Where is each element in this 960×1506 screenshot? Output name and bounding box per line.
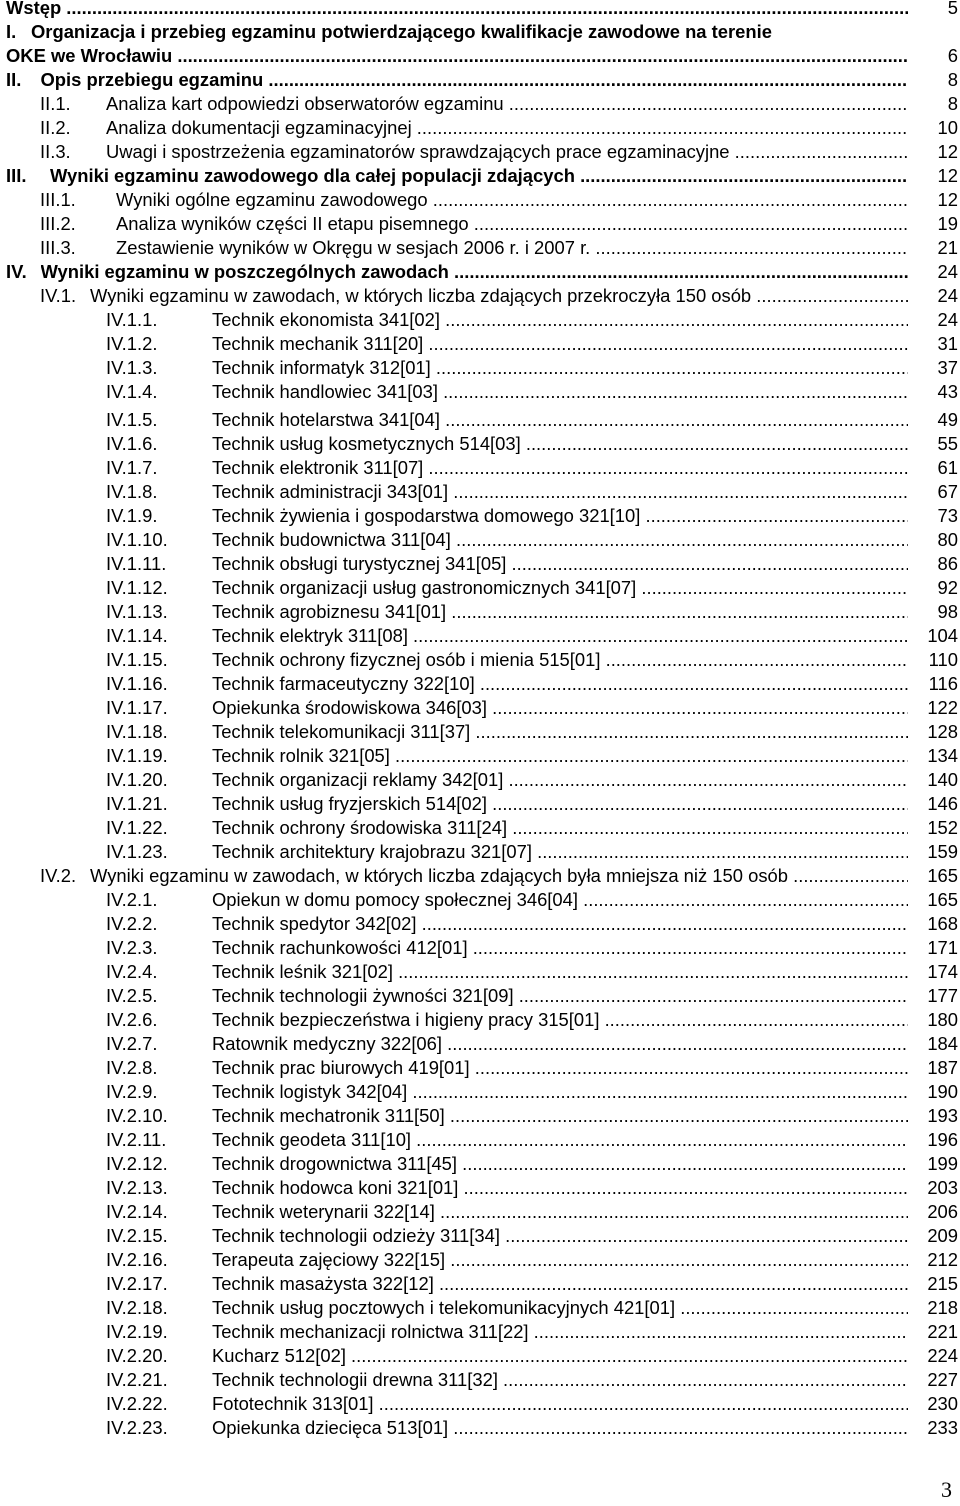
toc-entry-number: IV.2.21. xyxy=(106,1369,168,1390)
toc-entry-number: IV. xyxy=(6,261,27,282)
toc-entry-number: IV.2.3. xyxy=(106,937,158,958)
toc-entry-page: 193 xyxy=(927,1105,958,1126)
toc-entry-page: 122 xyxy=(927,697,958,718)
toc-entry-number: IV.1.4. xyxy=(106,381,158,402)
toc-entry[interactable] xyxy=(0,164,960,190)
toc-entry[interactable] xyxy=(0,1368,960,1394)
toc-entry-page: 110 xyxy=(928,649,958,670)
toc-entry-number: IV.2.9. xyxy=(106,1081,158,1102)
toc-entry[interactable] xyxy=(0,408,960,434)
toc-entry-page: 230 xyxy=(927,1393,958,1414)
toc-entry-page: 165 xyxy=(927,889,958,910)
toc-entry[interactable] xyxy=(0,1392,960,1418)
toc-entry-title: Technik mechanizacji rolnictwa 311[22] ..... xyxy=(212,1320,908,1344)
toc-entry-page: 134 xyxy=(927,745,958,766)
toc-entry-title: Technik prac biurowych 419[01] ..... xyxy=(212,1056,908,1080)
toc-entry-page: 104 xyxy=(927,625,958,646)
toc-entry-title: Technik budownictwa 311[04] ..... xyxy=(212,528,908,552)
toc-entry-title: Opis przebiegu egzaminu ..... xyxy=(41,68,909,92)
toc-entry-title: Technik technologii odzieży 311[34] ..... xyxy=(212,1224,908,1248)
toc-entry[interactable] xyxy=(0,308,960,334)
toc-entry[interactable] xyxy=(0,672,960,698)
toc-entry-number: IV.2.7. xyxy=(106,1033,158,1054)
toc-entry[interactable] xyxy=(0,720,960,746)
toc-entry[interactable] xyxy=(0,212,960,238)
toc-entry-number: IV.2.5. xyxy=(106,985,158,1006)
toc-entry[interactable] xyxy=(0,792,960,818)
toc-entry-number: IV.1.7. xyxy=(106,457,158,478)
toc-entry-page: 12 xyxy=(937,141,958,162)
toc-entry[interactable] xyxy=(0,140,960,166)
toc-entry[interactable] xyxy=(0,768,960,794)
toc-entry-title: Opiekunka dziecięca 513[01] ..... xyxy=(212,1416,908,1440)
toc-entry[interactable] xyxy=(0,188,960,214)
toc-entry-number: IV.2. xyxy=(40,865,77,886)
toc-entry-page: 98 xyxy=(937,601,958,622)
toc-entry[interactable] xyxy=(0,1056,960,1082)
toc-entry-number: IV.2.8. xyxy=(106,1057,158,1078)
toc-entry[interactable] xyxy=(0,332,960,358)
toc-entry-number: I. xyxy=(6,21,17,42)
toc-entry-page: 86 xyxy=(937,553,958,574)
toc-entry[interactable] xyxy=(0,504,960,530)
toc-entry-number: IV.2.1. xyxy=(106,889,158,910)
toc-entry-page: 92 xyxy=(937,577,958,598)
toc-entry[interactable] xyxy=(0,912,960,938)
toc-entry[interactable] xyxy=(0,116,960,142)
toc-entry-title: Kucharz 512[02] ..... xyxy=(212,1344,908,1368)
toc-entry-page: 21 xyxy=(937,237,958,258)
toc-entry-title: Technik ekonomista 341[02] ..... xyxy=(212,308,908,332)
toc-entry[interactable] xyxy=(0,236,960,262)
toc-entry-title: Technik weterynarii 322[14] ..... xyxy=(212,1200,908,1224)
toc-entry[interactable] xyxy=(0,1320,960,1346)
toc-entry-page: 209 xyxy=(927,1225,958,1246)
toc-entry-title: Analiza wyników części II etapu pisemnego ..... xyxy=(116,212,908,236)
toc-entry-title: Technik elektryk 311[08] ..... xyxy=(212,624,908,648)
toc-entry-number: III.1. xyxy=(40,189,76,210)
toc-entry-number: IV.2.23. xyxy=(106,1417,168,1438)
toc-entry-title: Technik farmaceutyczny 322[10] ..... xyxy=(212,672,908,696)
toc-entry[interactable] xyxy=(0,840,960,866)
toc-entry-number: IV.1.10. xyxy=(106,529,168,550)
toc-entry-title: Technik obsługi turystycznej 341[05] ..... xyxy=(212,552,908,576)
toc-entry[interactable] xyxy=(0,1344,960,1370)
toc-entry-title: Technik elektronik 311[07] ..... xyxy=(212,456,908,480)
toc-entry-page: 174 xyxy=(927,961,958,982)
toc-entry-title: Technik rolnik 321[05] ..... xyxy=(212,744,908,768)
toc-entry-title: Terapeuta zajęciowy 322[15] ..... xyxy=(212,1248,908,1272)
toc-entry-title: Ratownik medyczny 322[06] ..... xyxy=(212,1032,908,1056)
toc-entry-title: Zestawienie wyników w Okręgu w sesjach 2006 r. i 2007 r. ..... xyxy=(116,236,908,260)
toc-entry-number: IV.1.8. xyxy=(106,481,158,502)
toc-entry[interactable] xyxy=(0,1224,960,1250)
toc-entry-page: 128 xyxy=(927,721,958,742)
toc-entry-number: IV.2.12. xyxy=(106,1153,168,1174)
toc-entry[interactable] xyxy=(0,432,960,458)
toc-entry-number: III. xyxy=(6,165,27,186)
toc-entry-number: IV.2.4. xyxy=(106,961,158,982)
toc-entry[interactable] xyxy=(0,0,960,22)
toc-entry[interactable] xyxy=(0,960,960,986)
toc-entry-number: IV.2.20. xyxy=(106,1345,168,1366)
toc-entry[interactable] xyxy=(0,1104,960,1130)
toc-entry-number: IV.1.18. xyxy=(106,721,168,742)
toc-entry-page: 12 xyxy=(937,189,958,210)
toc-entry-page: 221 xyxy=(927,1321,958,1342)
toc-entry-title: Technik ochrony fizycznej osób i mienia 515[01] ..... xyxy=(212,648,908,672)
toc-entry[interactable] xyxy=(0,1296,960,1322)
toc-entry-number: IV.2.16. xyxy=(106,1249,168,1270)
toc-entry[interactable] xyxy=(0,936,960,962)
toc-entry-page: 184 xyxy=(927,1033,958,1054)
toc-entry[interactable] xyxy=(0,380,960,406)
toc-entry-title: Technik usług kosmetycznych 514[03] ..... xyxy=(212,432,908,456)
toc-entry-title: Fototechnik 313[01] ..... xyxy=(212,1392,908,1416)
toc-entry-number: IV.2.11. xyxy=(106,1129,167,1150)
toc-entry-page: 180 xyxy=(927,1009,958,1030)
toc-entry-number: II.1. xyxy=(40,93,71,114)
toc-entry[interactable] xyxy=(0,480,960,506)
toc-entry-page: 5 xyxy=(947,0,958,18)
toc-entry-number: IV.2.15. xyxy=(106,1225,168,1246)
toc-entry-number: IV.2.18. xyxy=(106,1297,168,1318)
toc-entry-number: IV.1.16. xyxy=(106,673,168,694)
toc-entry-title: Technik informatyk 312[01] ..... xyxy=(212,356,908,380)
toc-entry[interactable] xyxy=(0,1008,960,1034)
toc-entry-number: IV.1.22. xyxy=(106,817,168,838)
toc-entry-title: Technik ochrony środowiska 311[24] ..... xyxy=(212,816,908,840)
toc-entry-number: IV.2.22. xyxy=(106,1393,168,1414)
toc-entry-title: Opiekun w domu pomocy społecznej 346[04] ..... xyxy=(212,888,908,912)
toc-entry-number: IV.1. xyxy=(40,285,77,306)
toc-entry-page: 10 xyxy=(937,117,958,138)
toc-entry-title: Technik masażysta 322[12] ..... xyxy=(212,1272,908,1296)
toc-entry-page: 146 xyxy=(927,793,958,814)
toc-entry-title: Uwagi i spostrzeżenia egzaminatorów sprawdzających prace egzaminacyjne ..... xyxy=(106,140,908,164)
toc-entry-page: 6 xyxy=(947,45,958,66)
toc-entry[interactable] xyxy=(0,1248,960,1274)
toc-entry[interactable] xyxy=(0,648,960,674)
toc-entry-title: Technik drogownictwa 311[45] ..... xyxy=(212,1152,908,1176)
toc-entry-title: Technik usług fryzjerskich 514[02] ..... xyxy=(212,792,908,816)
toc-entry-title: Technik mechatronik 311[50] ..... xyxy=(212,1104,908,1128)
toc-entry-title: Wyniki ogólne egzaminu zawodowego ..... xyxy=(116,188,908,212)
toc-entry-number: IV.2.14. xyxy=(106,1201,168,1222)
toc-entry[interactable] xyxy=(0,92,960,118)
toc-entry-title: Technik mechanik 311[20] ..... xyxy=(212,332,908,356)
toc-entry-page: 80 xyxy=(937,529,958,550)
toc-entry-number: IV.1.23. xyxy=(106,841,168,862)
toc-entry-title: Technik technologii drewna 311[32] ..... xyxy=(212,1368,908,1392)
toc-entry[interactable] xyxy=(0,864,960,890)
toc-entry-page: 67 xyxy=(937,481,958,502)
toc-entry-page: 8 xyxy=(947,93,958,114)
toc-entry[interactable] xyxy=(0,600,960,626)
toc-entry[interactable] xyxy=(0,576,960,602)
toc-entry[interactable] xyxy=(0,456,960,482)
toc-entry-title: Organizacja i przebieg egzaminu potwierdzającego kwalifikacje zawodowe na terenie xyxy=(31,21,772,42)
toc-entry-number: IV.1.21. xyxy=(106,793,168,814)
toc-entry[interactable] xyxy=(0,356,960,382)
toc-entry-title: Wyniki egzaminu w poszczególnych zawodach ..... xyxy=(41,260,909,284)
toc-entry-number: IV.2.19. xyxy=(106,1321,168,1342)
toc-entry-page: 206 xyxy=(927,1201,958,1222)
toc-entry-title: Technik geodeta 311[10] ..... xyxy=(212,1128,908,1152)
toc-entry[interactable] xyxy=(0,888,960,914)
toc-entry-page: 190 xyxy=(927,1081,958,1102)
toc-entry-title: Wyniki egzaminu zawodowego dla całej populacji zdających ..... xyxy=(50,164,908,188)
toc-entry[interactable] xyxy=(0,528,960,554)
toc-entry[interactable] xyxy=(0,696,960,722)
toc-entry-title: Technik usług pocztowych i telekomunikacyjnych 421[01] ..... xyxy=(212,1296,908,1320)
toc-entry-number: IV.1.12. xyxy=(106,577,168,598)
toc-entry-page: 187 xyxy=(927,1057,958,1078)
toc-entry[interactable] xyxy=(0,552,960,578)
toc-entry-title: Technik organizacji reklamy 342[01] ..... xyxy=(212,768,908,792)
toc-entry-number: IV.2.10. xyxy=(106,1105,168,1126)
toc-entry-page: 203 xyxy=(927,1177,958,1198)
toc-entry-title: Technik hodowca koni 321[01] ..... xyxy=(212,1176,908,1200)
toc-entry-page: 49 xyxy=(937,409,958,430)
toc-entry-number: IV.1.3. xyxy=(106,357,158,378)
toc-entry-number: IV.1.1. xyxy=(106,309,158,330)
toc-entry-page: 196 xyxy=(927,1129,958,1150)
toc-entry-page: 19 xyxy=(937,213,958,234)
toc-entry[interactable] xyxy=(0,44,960,70)
toc-entry[interactable] xyxy=(0,744,960,770)
toc-entry-title: Technik bezpieczeństwa i higieny pracy 315[01] ..... xyxy=(212,1008,908,1032)
toc-entry[interactable] xyxy=(0,1152,960,1178)
toc-entry-page: 159 xyxy=(927,841,958,862)
toc-entry-title: Wyniki egzaminu w zawodach, w których liczba zdających była mniejsza niż 150 osób ..... xyxy=(90,864,908,888)
toc-entry-number: III.2. xyxy=(40,213,76,234)
toc-entry-title: Technik technologii żywności 321[09] ..... xyxy=(212,984,908,1008)
toc-entry-number: IV.1.6. xyxy=(106,433,158,454)
toc-entry-page: 171 xyxy=(927,937,958,958)
toc-entry[interactable] xyxy=(0,284,960,310)
toc-entry-title: Analiza dokumentacji egzaminacyjnej ..... xyxy=(106,116,908,140)
toc-entry[interactable] xyxy=(0,68,960,94)
toc-entry-title: Technik logistyk 342[04] ..... xyxy=(212,1080,908,1104)
toc-entry-page: 37 xyxy=(937,357,958,378)
toc-entry-title: Technik leśnik 321[02] ..... xyxy=(212,960,908,984)
toc-entry[interactable] xyxy=(0,1080,960,1106)
toc-entry-title: Technik spedytor 342[02] ..... xyxy=(212,912,908,936)
toc-entry[interactable] xyxy=(0,1272,960,1298)
toc-entry[interactable] xyxy=(0,1176,960,1202)
toc-entry-page: 8 xyxy=(947,69,958,90)
toc-entry-title: Wstęp ..... xyxy=(6,0,908,20)
toc-entry-number: II.2. xyxy=(40,117,71,138)
toc-entry-number: IV.2.2. xyxy=(106,913,158,934)
toc-entry-page: 55 xyxy=(937,433,958,454)
toc-entry-page: 215 xyxy=(927,1273,958,1294)
toc-entry-number: IV.1.2. xyxy=(106,333,158,354)
toc-entry-title: Technik hotelarstwa 341[04] ..... xyxy=(212,408,908,432)
toc-entry-number: III.3. xyxy=(40,237,76,258)
toc-entry-number: IV.1.20. xyxy=(106,769,168,790)
toc-entry-page: 224 xyxy=(927,1345,958,1366)
toc-entry-page: 218 xyxy=(927,1297,958,1318)
toc-entry-number: IV.1.13. xyxy=(106,601,168,622)
toc-entry-title: Technik administracji 343[01] ..... xyxy=(212,480,908,504)
toc-entry-page: 24 xyxy=(937,309,958,330)
toc-entry-title: Technik rachunkowości 412[01] ..... xyxy=(212,936,908,960)
toc-entry-number: IV.1.11. xyxy=(106,553,167,574)
toc-entry-title: Wyniki egzaminu w zawodach, w których liczba zdających przekroczyła 150 osób ..... xyxy=(90,284,908,308)
toc-entry[interactable] xyxy=(0,1032,960,1058)
toc-entry-title: Technik organizacji usług gastronomicznych 341[07] ..... xyxy=(212,576,908,600)
toc-entry-title: Technik agrobiznesu 341[01] ..... xyxy=(212,600,908,624)
toc-entry[interactable] xyxy=(0,816,960,842)
toc-entry-number: IV.2.17. xyxy=(106,1273,168,1294)
toc-entry-title: Opiekunka środowiskowa 346[03] ..... xyxy=(212,696,908,720)
toc-entry[interactable] xyxy=(0,20,960,46)
toc-entry-page: 140 xyxy=(927,769,958,790)
toc-entry[interactable] xyxy=(0,1416,960,1442)
toc-entry[interactable] xyxy=(0,1200,960,1226)
toc-entry-page: 227 xyxy=(927,1369,958,1390)
toc-entry[interactable] xyxy=(0,1128,960,1154)
toc-entry-number: IV.1.17. xyxy=(106,697,168,718)
toc-entry-page: 199 xyxy=(927,1153,958,1174)
toc-entry-page: 12 xyxy=(937,165,958,186)
toc-entry-page: 31 xyxy=(937,333,958,354)
toc-entry[interactable] xyxy=(0,624,960,650)
toc-entry-page: 177 xyxy=(927,985,958,1006)
toc-entry-title: Technik żywienia i gospodarstwa domowego 321[10] ..... xyxy=(212,504,908,528)
toc-entry-page: 152 xyxy=(927,817,958,838)
toc-entry-number: IV.1.5. xyxy=(106,409,158,430)
toc-entry-page: 24 xyxy=(937,285,958,306)
toc-entry-number: IV.1.15. xyxy=(106,649,168,670)
toc-entry-number: IV.1.19. xyxy=(106,745,168,766)
toc-entry-number: II. xyxy=(6,69,22,90)
toc-entry-number: IV.2.13. xyxy=(106,1177,168,1198)
toc-entry-page: 168 xyxy=(927,913,958,934)
page-number: 3 xyxy=(941,1477,952,1502)
toc-entry-page: 61 xyxy=(937,457,958,478)
toc-entry-page: 165 xyxy=(927,865,958,886)
toc-entry-number: IV.1.14. xyxy=(106,625,168,646)
toc-entry-page: 43 xyxy=(937,381,958,402)
toc-entry-title: Technik telekomunikacji 311[37] ..... xyxy=(212,720,908,744)
toc-entry-title: OKE we Wrocławiu ..... xyxy=(6,44,908,68)
toc-entry-number: IV.2.6. xyxy=(106,1009,158,1030)
toc-entry-page: 212 xyxy=(927,1249,958,1270)
toc-entry-title: Analiza kart odpowiedzi obserwatorów egzaminu ..... xyxy=(106,92,908,116)
toc-entry-page: 233 xyxy=(927,1417,958,1438)
toc-entry[interactable] xyxy=(0,984,960,1010)
toc-entry-number: II.3. xyxy=(40,141,71,162)
toc-entry[interactable] xyxy=(0,260,960,286)
toc-entry-number: IV.1.9. xyxy=(106,505,158,526)
toc-entry-page: 73 xyxy=(937,505,958,526)
toc-entry-title: Technik architektury krajobrazu 321[07] ..... xyxy=(212,840,908,864)
toc-entry-page: 24 xyxy=(937,261,958,282)
toc-entry-title: Technik handlowiec 341[03] ..... xyxy=(212,380,908,404)
toc-entry-page: 116 xyxy=(928,673,958,694)
